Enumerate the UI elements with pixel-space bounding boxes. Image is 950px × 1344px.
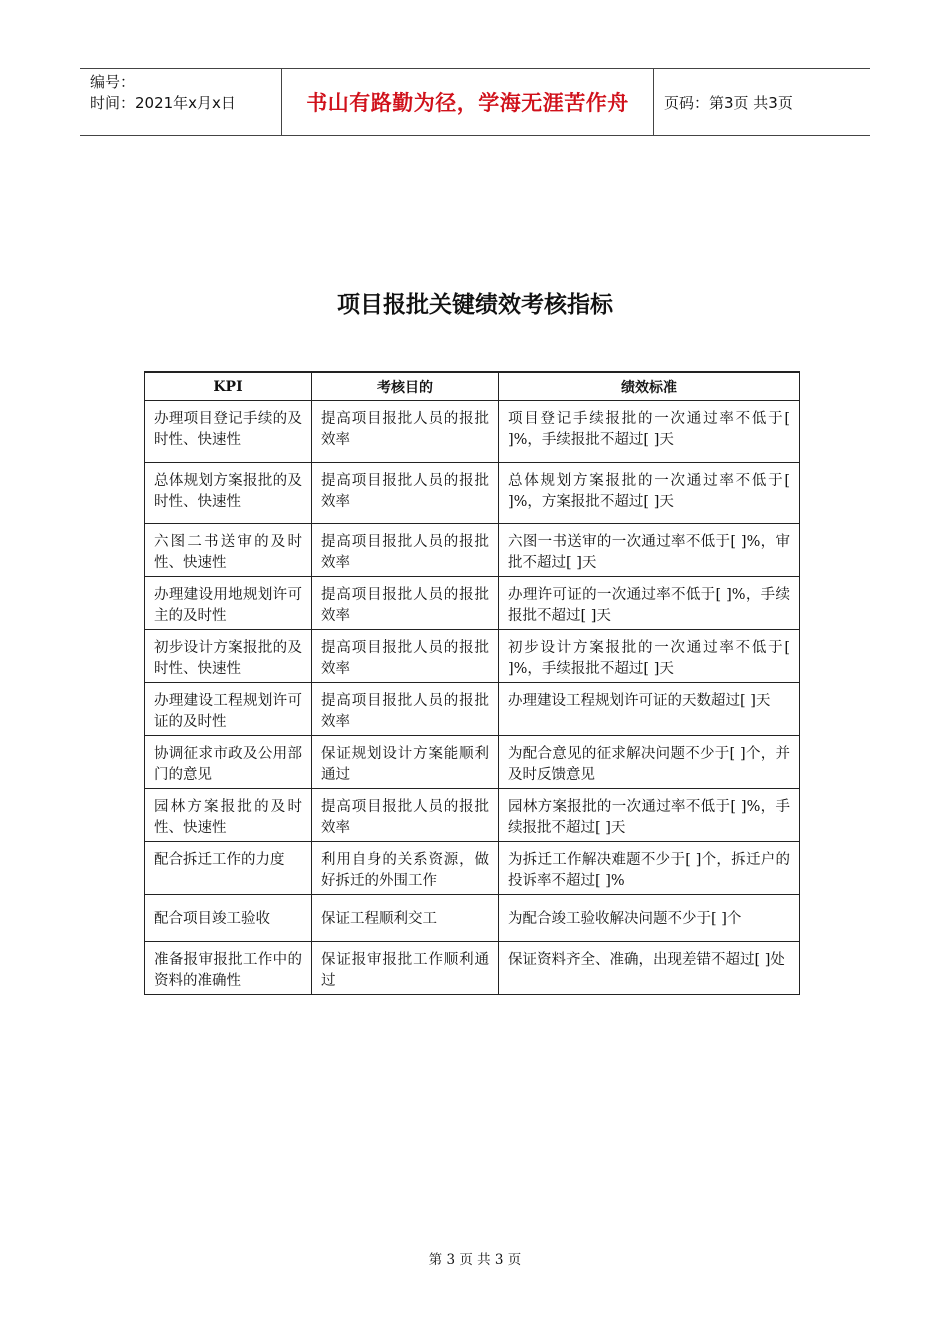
document-title: 项目报批关键绩效考核指标 xyxy=(337,292,613,318)
kpi-cell: 六图二书送审的及时性、快速性 xyxy=(145,524,312,577)
kpi-cell: 配合项目竣工验收 xyxy=(145,895,312,942)
standard-cell: 保证资料齐全、准确，出现差错不超过[ ]处 xyxy=(499,942,800,995)
purpose-cell: 保证报审报批工作顺利通过 xyxy=(312,942,499,995)
standard-cell: 办理建设工程规划许可证的天数超过[ ]天 xyxy=(499,683,800,736)
header-motto: 书山有路勤为径，学海无涯苦作舟 xyxy=(306,91,629,115)
standard-cell: 园林方案报批的一次通过率不低于[ ]%，手续报批不超过[ ]天 xyxy=(499,789,800,842)
purpose-cell: 提高项目报批人员的报批效率 xyxy=(312,463,499,524)
table-row xyxy=(145,577,800,630)
kpi-cell: 协调征求市政及公用部门的意见 xyxy=(145,736,312,789)
standard-cell: 初步设计方案报批的一次通过率不低于[ ]%，手续报批不超过[ ]天 xyxy=(499,630,800,683)
header-meta xyxy=(80,69,282,135)
page-header xyxy=(80,68,870,136)
kpi-cell: 办理建设工程规划许可证的及时性 xyxy=(145,683,312,736)
standard-cell: 办理许可证的一次通过率不低于[ ]%，手续报批不超过[ ]天 xyxy=(499,577,800,630)
purpose-cell: 提高项目报批人员的报批效率 xyxy=(312,577,499,630)
standard-cell: 项目登记手续报批的一次通过率不低于[ ]%，手续报批不超过[ ]天 xyxy=(499,401,800,463)
kpi-cell: 总体规划方案报批的及时性、快速性 xyxy=(145,463,312,524)
purpose-cell: 保证工程顺利交工 xyxy=(312,895,499,942)
purpose-cell: 提高项目报批人员的报批效率 xyxy=(312,401,499,463)
purpose-cell: 提高项目报批人员的报批效率 xyxy=(312,683,499,736)
header-motto-cell xyxy=(282,69,654,135)
purpose-cell: 保证规划设计方案能顺利通过 xyxy=(312,736,499,789)
column-header-standard: 绩效标准 xyxy=(499,372,800,401)
standard-cell: 为配合意见的征求解决问题不少于[ ]个，并及时反馈意见 xyxy=(499,736,800,789)
purpose-cell: 利用自身的关系资源，做好拆迁的外围工作 xyxy=(312,842,499,895)
table-row xyxy=(145,736,800,789)
kpi-cell: 园林方案报批的及时性、快速性 xyxy=(145,789,312,842)
kpi-cell: 准备报审报批工作中的资料的准确性 xyxy=(145,942,312,995)
standard-cell: 为拆迁工作解决难题不少于[ ]个，拆迁户的投诉率不超过[ ]% xyxy=(499,842,800,895)
table-row xyxy=(145,842,800,895)
standard-cell: 总体规划方案报批的一次通过率不低于[ ]%，方案报批不超过[ ]天 xyxy=(499,463,800,524)
table-header-row xyxy=(145,372,800,401)
header-page-indicator: 页码：第3页 共3页 xyxy=(664,93,793,112)
document-date-label: 时间：2021年x月x日 xyxy=(90,94,236,112)
kpi-cell: 办理建设用地规划许可主的及时性 xyxy=(145,577,312,630)
table-row xyxy=(145,630,800,683)
kpi-table xyxy=(144,371,800,995)
standard-cell: 为配合竣工验收解决问题不少于[ ]个 xyxy=(499,895,800,942)
standard-cell: 六图一书送审的一次通过率不低于[ ]%，审批不超过[ ]天 xyxy=(499,524,800,577)
table-row xyxy=(145,789,800,842)
purpose-cell: 提高项目报批人员的报批效率 xyxy=(312,524,499,577)
column-header-purpose: 考核目的 xyxy=(312,372,499,401)
table-row xyxy=(145,683,800,736)
table-row xyxy=(145,463,800,524)
kpi-cell: 初步设计方案报批的及时性、快速性 xyxy=(145,630,312,683)
kpi-cell: 办理项目登记手续的及时性、快速性 xyxy=(145,401,312,463)
column-header-kpi: KPI xyxy=(145,372,312,401)
table-row xyxy=(145,942,800,995)
purpose-cell: 提高项目报批人员的报批效率 xyxy=(312,630,499,683)
table-row xyxy=(145,401,800,463)
kpi-cell: 配合拆迁工作的力度 xyxy=(145,842,312,895)
table-row xyxy=(145,895,800,942)
table-row xyxy=(145,524,800,577)
purpose-cell: 提高项目报批人员的报批效率 xyxy=(312,789,499,842)
document-number-label: 编号： xyxy=(90,73,136,91)
page-footer: 第 3 页 共 3 页 xyxy=(428,1252,522,1268)
